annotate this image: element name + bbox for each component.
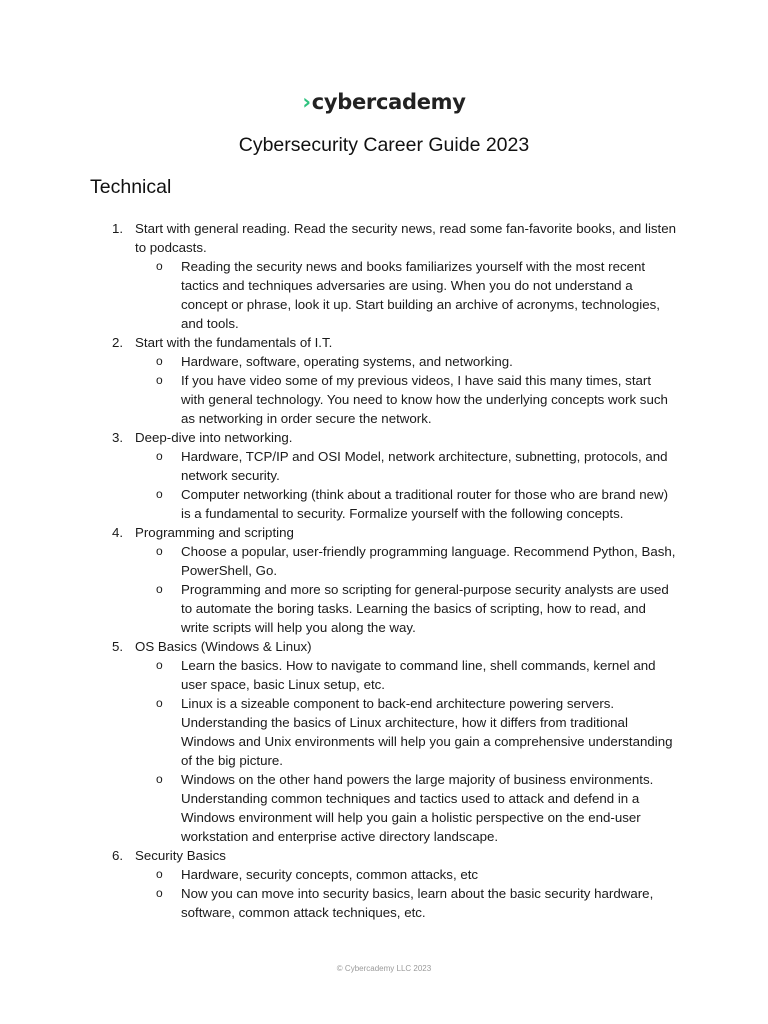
list-item-text: [0, 523, 680, 542]
list-item: [0, 637, 768, 846]
list-item-number: 5.: [112, 639, 124, 654]
sub-list-item-text: Windows on the other hand powers the large majority of business environments. Understanding common techniques and tactics used to attack and defend in a Windows environment will help you gain a holistic perspective on the end-user workstation and enterprise active directory landscape.: [181, 772, 654, 844]
sub-list-item-text: Learn the basics. How to navigate to command line, shell commands, kernel and user space, basic Linux setup, etc.: [181, 658, 656, 692]
list-item-label: Start with general reading. Read the security news, read some fan-favorite books, and listen to podcasts.: [135, 221, 677, 255]
list-item-text: [0, 219, 680, 257]
hollow-bullet-icon: o: [156, 582, 163, 596]
sub-list-item: [0, 371, 676, 428]
sub-list-item: [0, 884, 676, 922]
sub-list-item-text: Programming and more so scripting for general-purpose security analysts are used to automate the boring tasks. Learning the basics of scripting, how to read, and write scripts will help you along the way.: [181, 582, 669, 635]
hollow-bullet-icon: o: [156, 449, 163, 463]
sub-list-item-text: Linux is a sizeable component to back-end architecture powering servers. Understanding the basics of Linux architecture, how it differs from traditional Windows and Unix environments will help you gain a comprehensive understanding of the big picture.: [181, 696, 673, 768]
sub-list-item: [0, 447, 676, 485]
hollow-bullet-icon: o: [156, 487, 163, 501]
sub-list: [0, 352, 768, 428]
cybercademy-logo: [0, 90, 768, 114]
hollow-bullet-icon: o: [156, 886, 163, 900]
sub-list: [0, 257, 768, 333]
list-item-text: [0, 428, 680, 447]
hollow-bullet-icon: o: [156, 658, 163, 672]
sub-list: [0, 542, 768, 637]
list-item-label: Programming and scripting: [135, 525, 294, 540]
list-item-number: 3.: [112, 430, 124, 445]
copyright-footer: © Cybercademy LLC 2023: [336, 964, 432, 973]
sub-list-item: [0, 542, 676, 580]
sub-list-item-text: Hardware, TCP/IP and OSI Model, network architecture, subnetting, protocols, and network security.: [181, 449, 668, 483]
sub-list-item-text: Reading the security news and books familiarizes yourself with the most recent tactics and techniques adversaries are using. When you do not understand a concept or phrase, look it up. Start building an archive of acronyms, technologies, and tools.: [181, 259, 660, 331]
list-item-label: Start with the fundamentals of I.T.: [135, 335, 333, 350]
list-item-label: OS Basics (Windows & Linux): [135, 639, 312, 654]
sub-list-item: [0, 770, 676, 846]
list-item: [0, 428, 768, 523]
list-item-number: 1.: [112, 221, 124, 236]
logo-chevron-icon: ›: [302, 90, 311, 114]
list-item-text: [0, 333, 680, 352]
hollow-bullet-icon: o: [156, 373, 163, 387]
sub-list-item: [0, 694, 676, 770]
list-item-text: [0, 637, 680, 656]
document-title: Cybersecurity Career Guide 2023: [238, 134, 530, 156]
sub-list: [0, 656, 768, 846]
sub-list-item: [0, 257, 676, 333]
list-item-number: 2.: [112, 335, 124, 350]
list-item-label: Security Basics: [135, 848, 226, 863]
sub-list-item-text: Choose a popular, user-friendly programming language. Recommend Python, Bash, PowerShell, Go.: [181, 544, 676, 578]
section-heading: Technical: [90, 176, 172, 198]
list-item: [0, 219, 768, 333]
list-item: [0, 846, 768, 922]
sub-list: [0, 447, 768, 523]
list-item-label: Deep-dive into networking.: [135, 430, 293, 445]
list-item-number: 6.: [112, 848, 124, 863]
hollow-bullet-icon: o: [156, 259, 163, 273]
list-item: [0, 523, 768, 637]
numbered-list: [0, 219, 768, 922]
hollow-bullet-icon: o: [156, 867, 163, 881]
sub-list-item-text: Hardware, software, operating systems, and networking.: [181, 354, 513, 369]
sub-list-item: [0, 580, 676, 637]
sub-list: [0, 865, 768, 922]
sub-list-item: [0, 656, 676, 694]
sub-list-item-text: Now you can move into security basics, learn about the basic security hardware, software, common attack techniques, etc.: [181, 886, 654, 920]
hollow-bullet-icon: o: [156, 544, 163, 558]
sub-list-item: [0, 865, 676, 884]
hollow-bullet-icon: o: [156, 354, 163, 368]
sub-list-item-text: Hardware, security concepts, common attacks, etc: [181, 867, 479, 882]
list-item-text: [0, 846, 680, 865]
hollow-bullet-icon: o: [156, 772, 163, 786]
hollow-bullet-icon: o: [156, 696, 163, 710]
sub-list-item-text: If you have video some of my previous videos, I have said this many times, start with general technology. You need to know how the underlying concepts work such as networking in order secure the network.: [181, 373, 668, 426]
list-item-number: 4.: [112, 525, 124, 540]
list-item: [0, 333, 768, 428]
sub-list-item: [0, 352, 676, 371]
sub-list-item: [0, 485, 676, 523]
logo-wordmark: cybercademy: [311, 90, 466, 114]
sub-list-item-text: Computer networking (think about a traditional router for those who are brand new) is a fundamental to security. Formalize yourself with the following concepts.: [181, 487, 669, 521]
